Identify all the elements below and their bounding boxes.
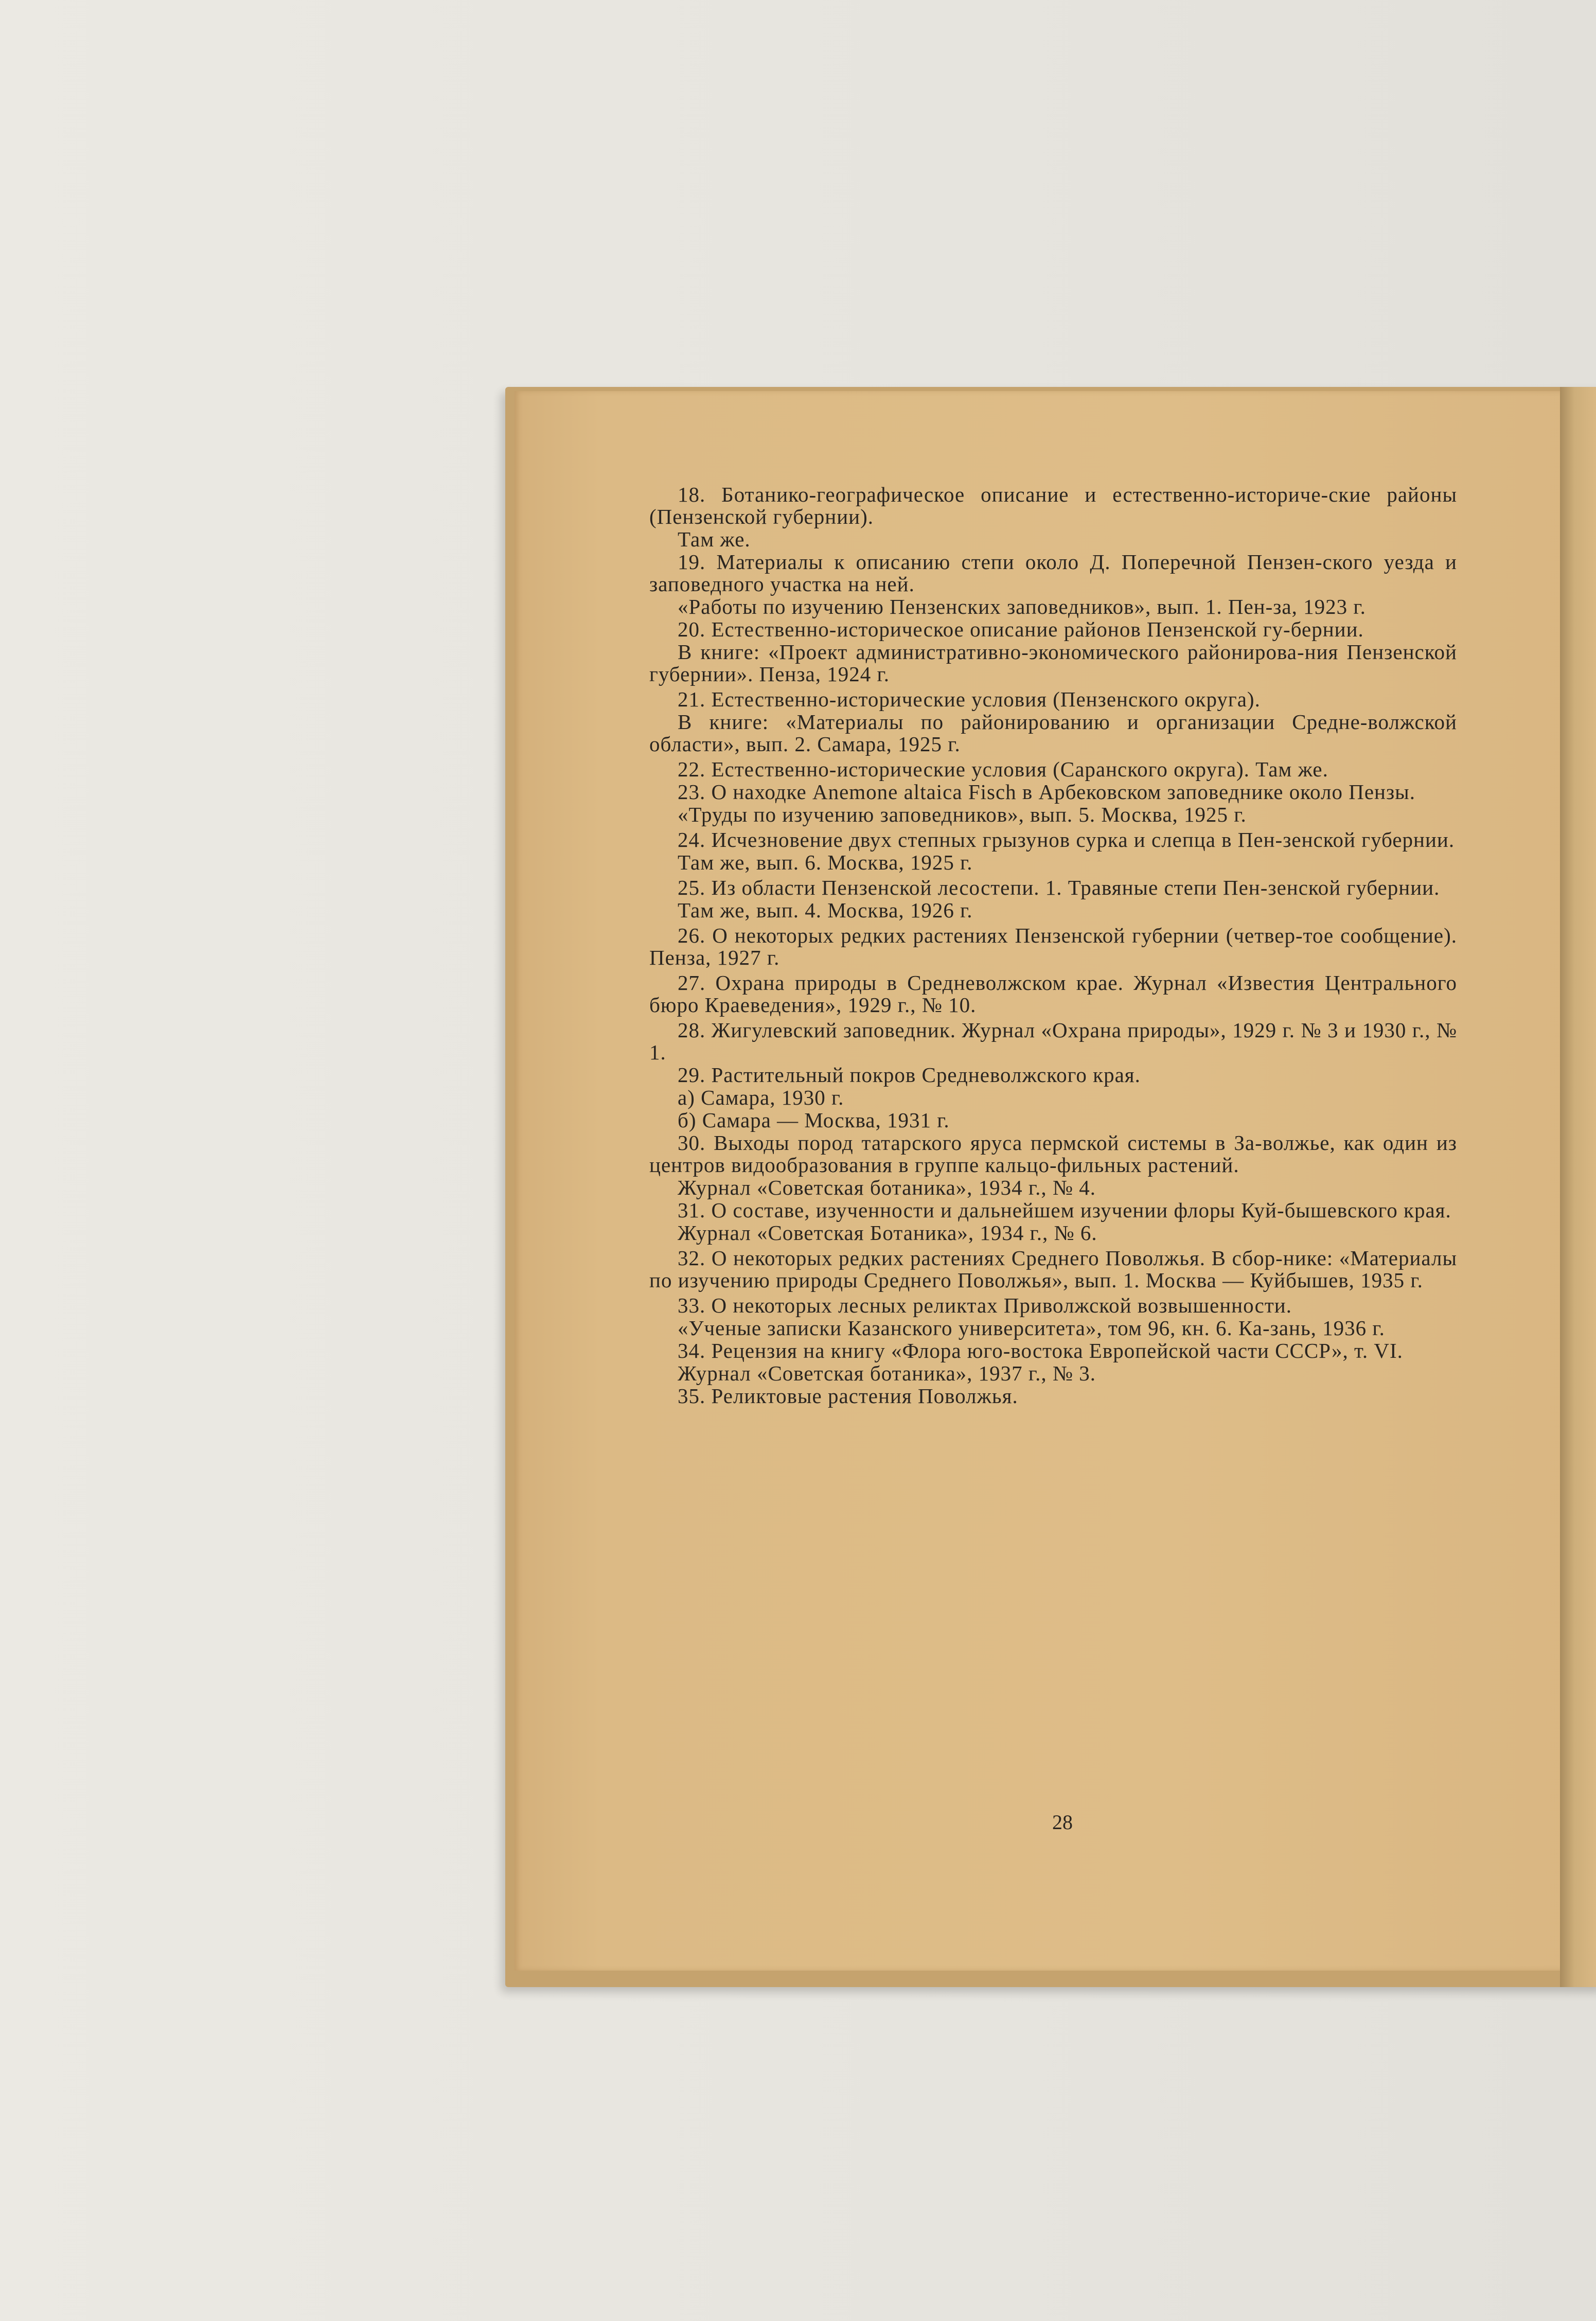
entry-30: 30. Выходы пород татарского яруса пермской системы в За-волжье, как один из центров видообразования в группе кальцо-фильных растений.	[649, 1131, 1457, 1177]
bibliography-list	[649, 484, 1457, 1407]
entry-24: 24. Исчезновение двух степных грызунов сурка и слепца в Пен-зенской губернии.	[678, 828, 1455, 852]
entry-35: 35. Реликтовые растения Поволжья.	[678, 1384, 1018, 1408]
entry-26: 26. О некоторых редких растениях Пензенской губернии (четвер-тое сообщение). Пенза, 1927 г.	[649, 924, 1457, 969]
binding-gutter	[1560, 387, 1596, 1987]
entry-23: 23. О находке Anemone altaica Fisch в Арбековском заповеднике около Пензы.	[678, 780, 1415, 804]
entry-34: 34. Рецензия на книгу «Флора юго-востока Европейской части СССР», т. VI.	[678, 1339, 1403, 1362]
entry-25-source: Там же, вып. 4. Москва, 1926 г.	[678, 898, 973, 922]
entry-33: 33. О некоторых лесных реликтах Приволжской возвышенности.	[678, 1294, 1292, 1317]
page-number: 28	[1052, 1811, 1073, 1834]
entry-28: 28. Жигулевский заповедник. Журнал «Охрана природы», 1929 г. № 3 и 1930 г., № 1.	[649, 1018, 1457, 1064]
entry-20-source: В книге: «Проект административно-экономического районирова-ния Пензенской губернии». Пенза, 1924 г.	[649, 640, 1457, 686]
entry-23-source: «Труды по изучению заповедников», вып. 5. Москва, 1925 г.	[678, 803, 1247, 826]
entry-19-source: «Работы по изучению Пензенских заповедников», вып. 1. Пен-за, 1923 г.	[678, 595, 1366, 618]
entry-21-source: В книге: «Материалы по районированию и организации Средне-волжской области», вып. 2. Самара, 1925 г.	[649, 710, 1457, 756]
entry-29-a: а) Самара, 1930 г.	[678, 1086, 844, 1109]
entry-31: 31. О составе, изученности и дальнейшем изучении флоры Куй-бышевского края.	[678, 1198, 1451, 1222]
entry-19: 19. Материалы к описанию степи около Д. Поперечной Пензен-ского уезда и заповедного участка на ней.	[649, 550, 1457, 596]
entry-30-source: Журнал «Советская ботаника», 1934 г., № 4.	[678, 1176, 1096, 1199]
entry-22: 22. Естественно-исторические условия (Саранского округа). Там же.	[678, 757, 1328, 781]
entry-18: 18. Ботанико-географическое описание и естественно-историче-ские районы (Пензенской губернии).	[649, 483, 1457, 528]
entry-21: 21. Естественно-исторические условия (Пензенского округа).	[678, 687, 1261, 711]
entry-20: 20. Естественно-историческое описание районов Пензенской гу-бернии.	[678, 617, 1364, 641]
entry-25: 25. Из области Пензенской лесостепи. 1. Травяные степи Пен-зенской губернии.	[678, 876, 1440, 899]
entry-33-source: «Ученые записки Казанского университета», том 96, кн. 6. Ка-зань, 1936 г.	[678, 1316, 1385, 1340]
entry-27: 27. Охрана природы в Средневолжском крае. Журнал «Известия Центрального бюро Краеведения», 1929 г., № 10.	[649, 971, 1457, 1017]
entry-34-source: Журнал «Советская ботаника», 1937 г., № 3.	[678, 1361, 1096, 1385]
entry-24-source: Там же, вып. 6. Москва, 1925 г.	[678, 851, 973, 874]
entry-18-source: Там же.	[678, 527, 751, 551]
entry-29-b: б) Самара — Москва, 1931 г.	[678, 1108, 950, 1132]
entry-31-source: Журнал «Советская Ботаника», 1934 г., № 6.	[678, 1221, 1097, 1245]
entry-29: 29. Растительный покров Средневолжского края.	[678, 1063, 1141, 1087]
entry-32: 32. О некоторых редких растениях Среднего Поволжья. В сбор-нике: «Материалы по изучению природы Среднего Поволжья», вып. 1. Москва — Куйбышев, 1935 г.	[649, 1246, 1457, 1292]
